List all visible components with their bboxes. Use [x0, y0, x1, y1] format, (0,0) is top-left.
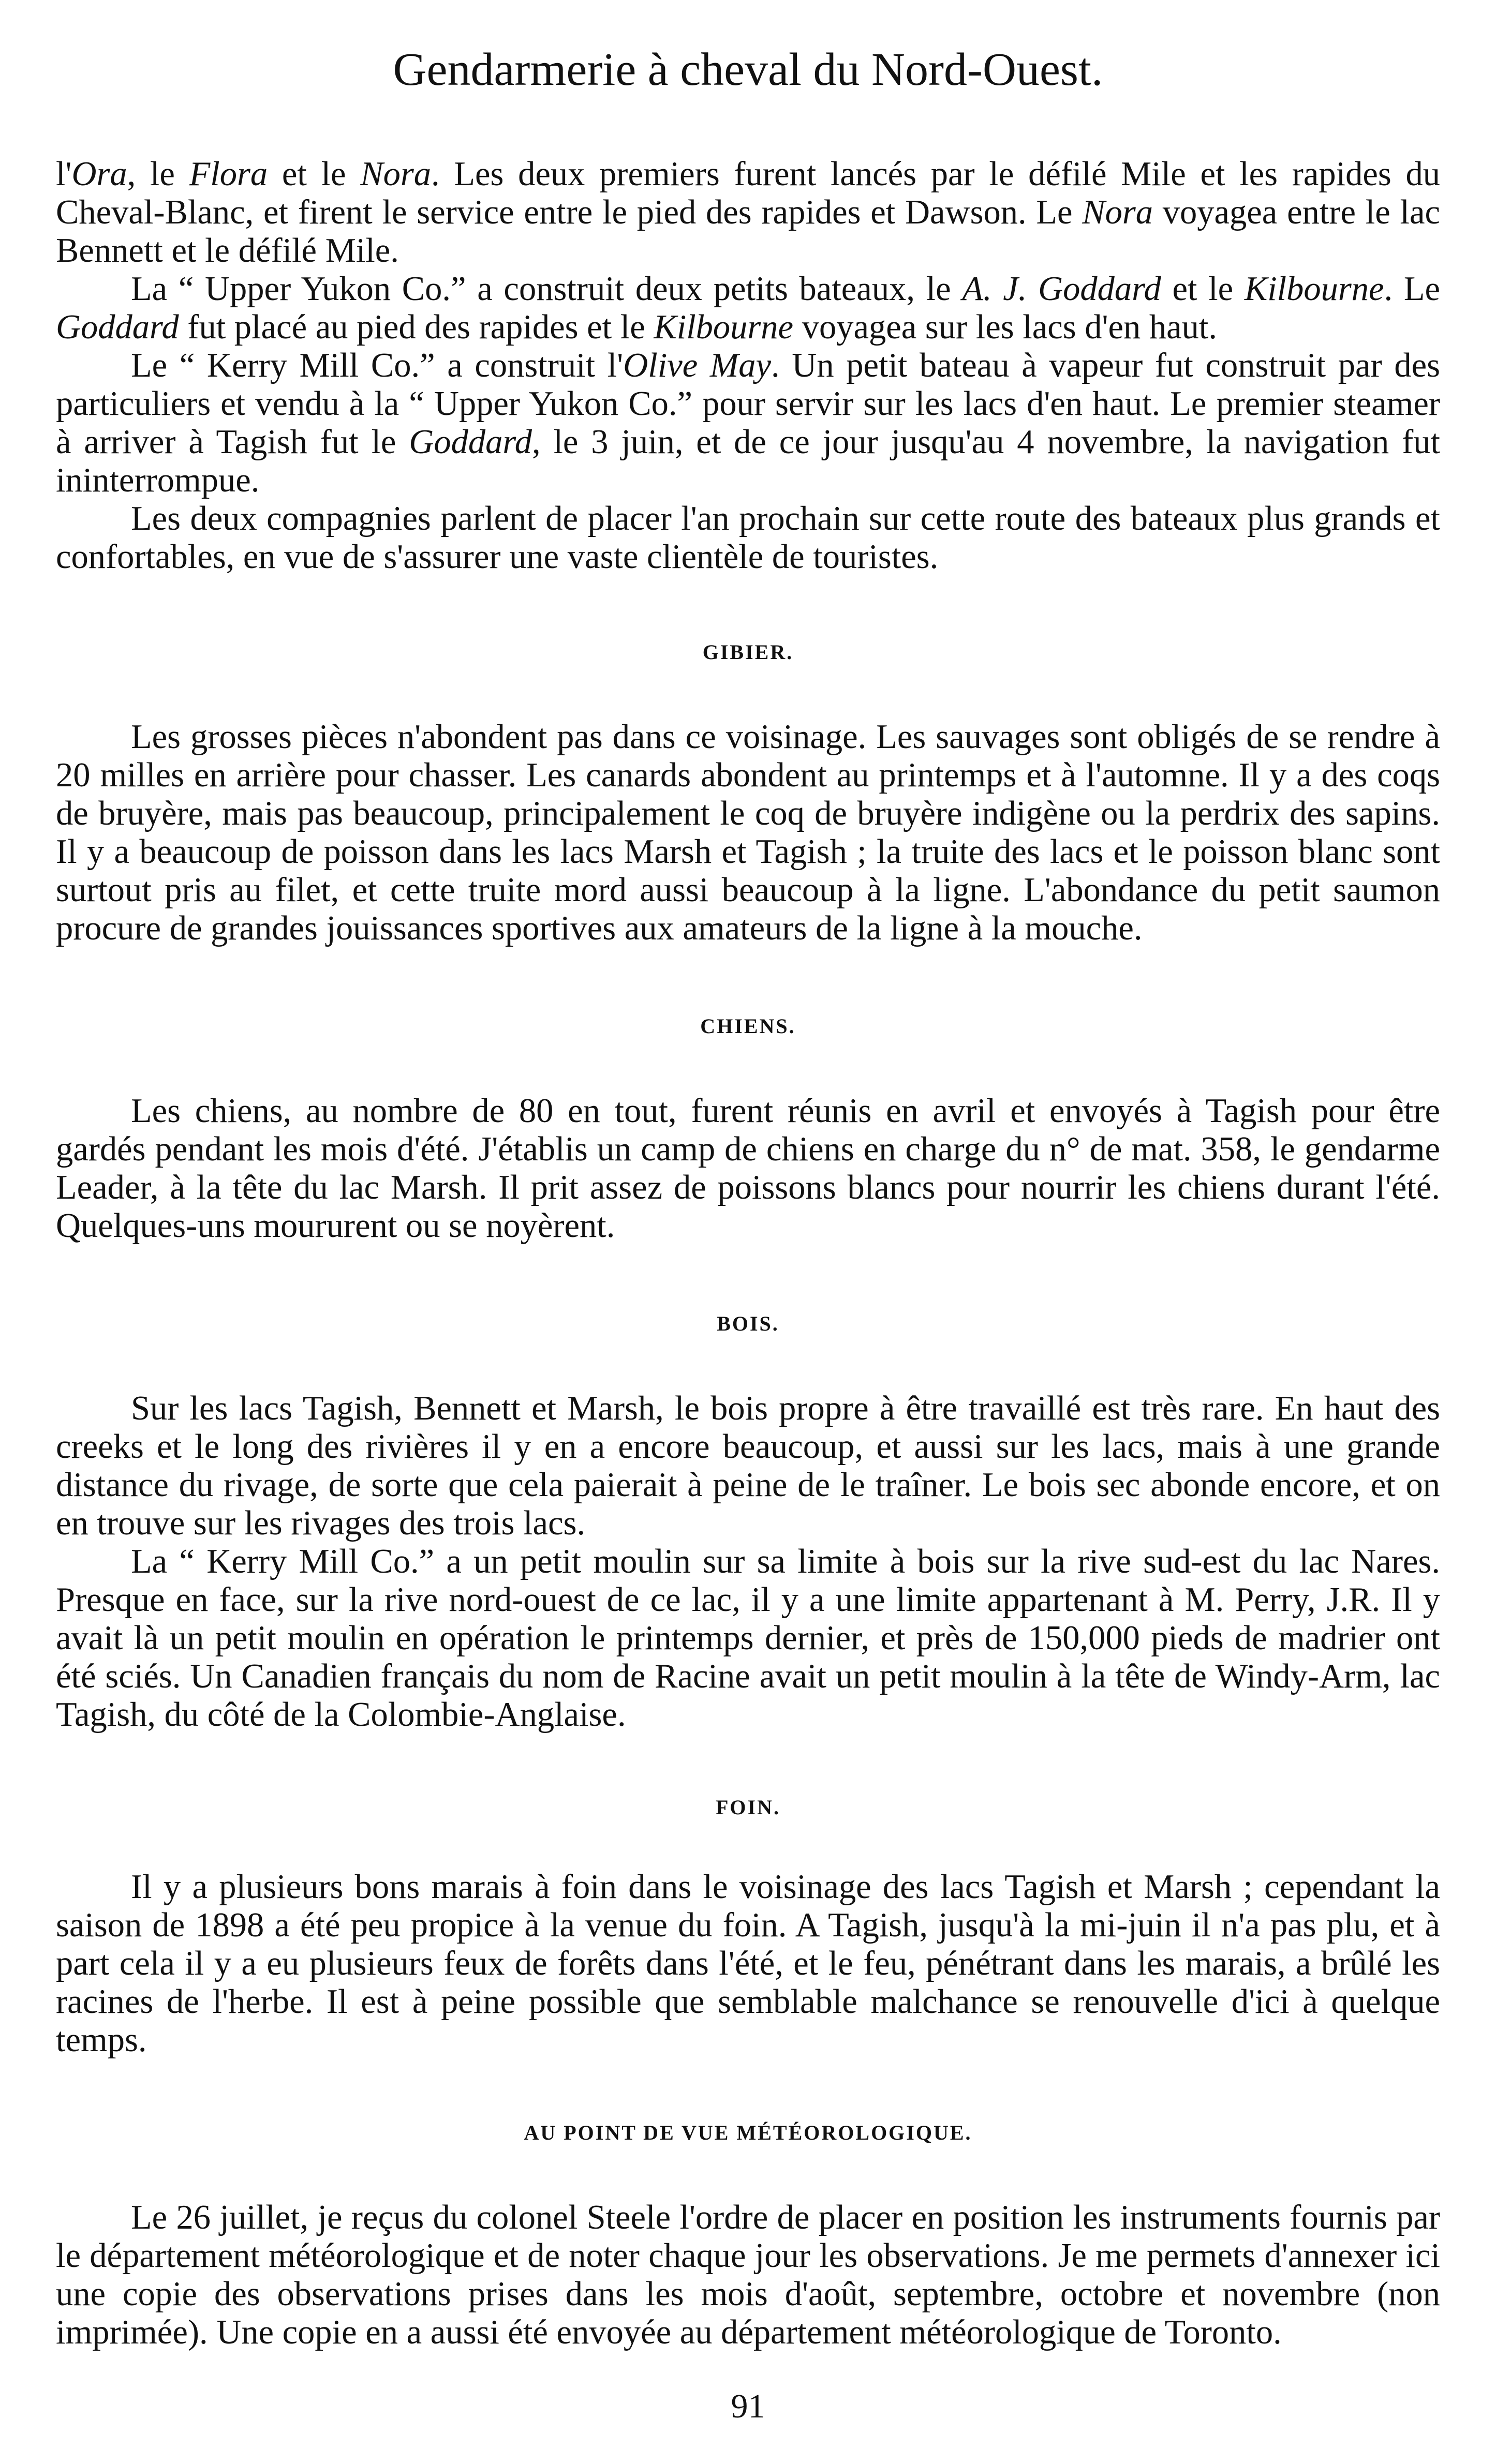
section-heading-meteo: AU POINT DE VUE MÉTÉOROLOGIQUE. [524, 2121, 972, 2144]
italic-vessel-name: Kilbourne [1244, 270, 1384, 308]
italic-vessel-name: Nora [360, 155, 432, 193]
paragraph-companies: Les deux compagnies parlent de placer l'an prochain sur cette route des bateaux plus grands et confortables, en vue de s'assurer une vaste clientèle de touristes. [56, 500, 1440, 576]
italic-vessel-name: Nora [1082, 193, 1153, 231]
running-head: Gendarmerie à cheval du Nord-Ouest. [393, 44, 1103, 95]
italic-vessel-name: Flora [189, 155, 268, 193]
paragraph-bois-1: Sur les lacs Tagish, Bennett et Marsh, le bois propre à être travaillé est très rare. En haut des creeks et le long des rivières il y en a encore beaucoup, et aussi sur les lacs, mais à une grande distance du rivage, de sorte que cela paierait à peine de le traîner. Le bois sec abonde encore, et on en trouve sur les rivages des trois lacs. [56, 1390, 1440, 1542]
italic-vessel-name: Goddard [56, 308, 179, 346]
section-heading-foin: FOIN. [716, 1796, 780, 1819]
section-heading-bois: BOIS. [717, 1312, 779, 1335]
paragraph-upper-yukon: La “ Upper Yukon Co.” a construit deux petits bateaux, le A. J. Goddard et le Kilbourne. Le Goddard fut placé au pied des rapides et le Kilbourne voyagea sur les lacs d'en haut. [56, 270, 1440, 346]
italic-vessel-name: Olive May [623, 347, 772, 384]
paragraph-foin: Il y a plusieurs bons marais à foin dans le voisinage des lacs Tagish et Marsh ; cependant la saison de 1898 a été peu propice à la venue du foin. A Tagish, jusqu'à la mi-juin il n'a pas plu, et à part cela il y a eu plusieurs feux de forêts dans l'été, et le feu, pénétrant dans les marais, a brûlé les racines de l'herbe. Il est à peine possible que semblable malchance se renouvelle d'ici à quelque temps. [56, 1868, 1440, 2059]
body-text [56, 155, 1440, 2352]
paragraph-vessels: l'Ora, le Flora et le Nora. Les deux premiers furent lancés par le défilé Mile et les rapides du Cheval-Blanc, et firent le service entre le pied des rapides et Dawson. Le Nora voyagea entre le lac Bennett et le défilé Mile. [56, 155, 1441, 270]
italic-vessel-name: A. J. Goddard [962, 270, 1161, 308]
paragraph-gibier: Les grosses pièces n'abondent pas dans ce voisinage. Les sauvages sont obligés de se rendre à 20 milles en arrière pour chasser. Les canards abondent au printemps et à l'automne. Il y a des coqs de bruyère, mais pas beaucoup, principalement le coq de bruyère indigène ou la perdrix des sapins. Il y a beaucoup de poisson dans les lacs Marsh et Tagish ; la truite des lacs et le poisson blanc sont surtout pris au filet, et cette truite mord aussi beaucoup à la ligne. L'abondance du petit saumon procure de grandes jouissances sportives aux amateurs de la ligne à la mouche. [56, 718, 1440, 947]
paragraph-kerry-mill: Le “ Kerry Mill Co.” a construit l'Olive May. Un petit bateau à vapeur fut construit par des particuliers et vendu à la “ Upper Yukon Co.” pour servir sur les lacs d'en haut. Le premier steamer à arriver à Tagish fut le Goddard, le 3 juin, et de ce jour jusqu'au 4 novembre, la navigation fut ininterrompue. [56, 347, 1440, 499]
section-heading-gibier: GIBIER. [702, 640, 794, 664]
paragraph-chiens: Les chiens, au nombre de 80 en tout, furent réunis en avril et envoyés à Tagish pour être gardés pendant les mois d'été. J'établis un camp de chiens en charge du n° de mat. 358, le gendarme Leader, à la tête du lac Marsh. Il prit assez de poissons blancs pour nourrir les chiens durant l'été. Quelques-uns moururent ou se noyèrent. [56, 1092, 1440, 1245]
italic-vessel-name: Ora [71, 155, 127, 193]
italic-vessel-name: Goddard [409, 423, 532, 461]
paragraph-meteo: Le 26 juillet, je reçus du colonel Steele l'ordre de placer en position les instruments fournis par le département météorologique et de noter chaque jour les observations. Je me permets d'annexer ici une copie des observations prises dans les mois d'août, septembre, octobre et novembre (non imprimée). Une copie en a aussi été envoyée au département météorologique de Toronto. [56, 2199, 1440, 2351]
section-heading-chiens: CHIENS. [700, 1014, 796, 1038]
paragraph-bois-2: La “ Kerry Mill Co.” a un petit moulin sur sa limite à bois sur la rive sud-est du lac Nares. Presque en face, sur la rive nord-ouest de ce lac, il y a une limite appartenant à M. Perry, J.R. Il y avait là un petit moulin en opération le printemps dernier, et près de 150,000 pieds de madrier ont été sciés. Un Canadien français du nom de Racine avait un petit moulin à la tête de Windy-Arm, lac Tagish, du côté de la Colombie-Anglaise. [56, 1543, 1440, 1734]
italic-vessel-name: Kilbourne [654, 308, 794, 346]
page-number: 91 [731, 2387, 765, 2425]
